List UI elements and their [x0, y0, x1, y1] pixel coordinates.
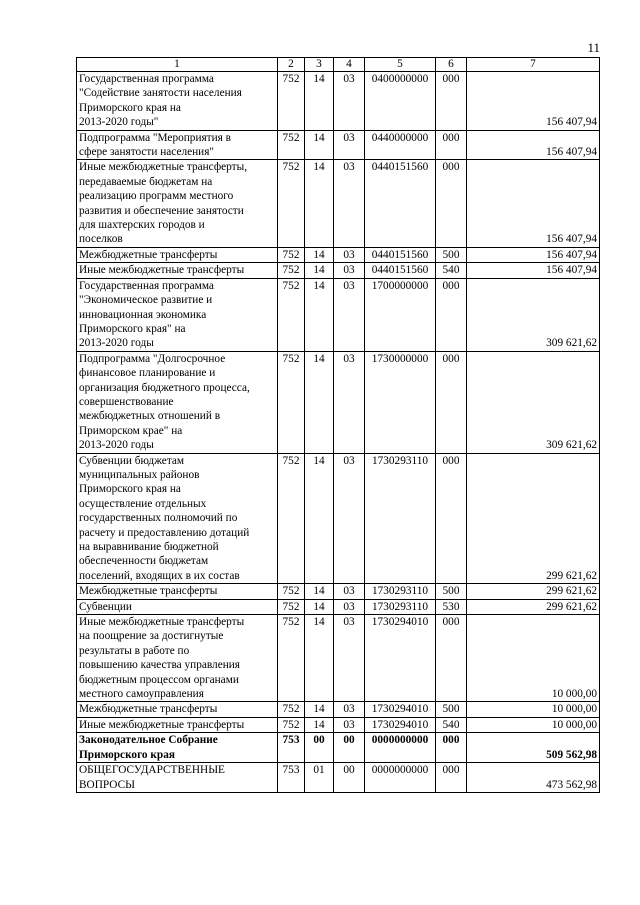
row-name [77, 702, 278, 717]
table-row [77, 130, 600, 160]
row-name-line: Межбюджетные трансферты [79, 248, 218, 261]
column-header: 2 [278, 58, 305, 72]
ministry-code: 752 [278, 453, 305, 584]
amount-cell: 156 407,94 [467, 263, 600, 278]
table-row [77, 733, 600, 763]
column-header: 5 [365, 58, 436, 72]
expense-type-code: 000 [436, 160, 467, 247]
section-code: 14 [305, 160, 334, 247]
amount-cell: 156 407,94 [467, 72, 600, 131]
subsection-code: 03 [334, 702, 365, 717]
expense-type-code: 500 [436, 702, 467, 717]
target-article-code: 0000000000 [365, 763, 436, 793]
subsection-code: 03 [334, 160, 365, 247]
target-article-code: 0440151560 [365, 263, 436, 278]
table-row [77, 453, 600, 584]
column-header: 6 [436, 58, 467, 72]
row-name-line: обеспеченности бюджетам [79, 555, 209, 568]
subsection-code: 00 [334, 763, 365, 793]
amount-cell: 309 621,62 [467, 351, 600, 453]
ministry-code: 753 [278, 763, 305, 793]
subsection-code: 03 [334, 72, 365, 131]
ministry-code: 752 [278, 278, 305, 351]
expense-type-code: 540 [436, 717, 467, 732]
amount-cell: 309 621,62 [467, 278, 600, 351]
section-code: 14 [305, 584, 334, 599]
row-name-line: 2013-2020 годы [79, 337, 154, 350]
amount-cell: 299 621,62 [467, 584, 600, 599]
ministry-code: 752 [278, 72, 305, 131]
row-name-line: развития и обеспечение занятости [79, 204, 244, 217]
row-name-line: для шахтерских городов и [79, 219, 205, 232]
row-name-line: повышению качества управления [79, 659, 240, 672]
amount-cell: 10 000,00 [467, 702, 600, 717]
expense-type-code: 000 [436, 351, 467, 453]
section-code: 14 [305, 263, 334, 278]
row-name-line: Иные межбюджетные трансферты, [79, 161, 248, 174]
target-article-code: 0440000000 [365, 130, 436, 160]
subsection-code: 03 [334, 584, 365, 599]
table-row [77, 247, 600, 262]
row-name-line: бюджетным процессом органами [79, 673, 239, 686]
subsection-code: 03 [334, 599, 365, 614]
row-name-line: инновационная экономика [79, 308, 207, 321]
subsection-code: 03 [334, 351, 365, 453]
table-row [77, 599, 600, 614]
target-article-code: 1730293110 [365, 599, 436, 614]
row-name-line: ОБЩЕГОСУДАРСТВЕННЫЕ [79, 764, 225, 777]
section-code: 14 [305, 453, 334, 584]
expense-type-code: 500 [436, 247, 467, 262]
row-name-line: межбюджетных отношений в [79, 410, 221, 423]
row-name [77, 717, 278, 732]
target-article-code: 1730294010 [365, 615, 436, 702]
row-name [77, 351, 278, 453]
row-name-line: Государственная программа [79, 279, 214, 292]
column-header: 7 [467, 58, 600, 72]
row-name-line: государственных полномочий по [79, 512, 238, 525]
row-name-line: поселков [79, 233, 123, 246]
row-name-line: 2013-2020 годы [79, 439, 154, 452]
row-name-line: Подпрограмма "Мероприятия в [79, 131, 232, 144]
amount-cell: 299 621,62 [467, 599, 600, 614]
table-row [77, 351, 600, 453]
row-name-line: Приморского края на [79, 101, 181, 114]
ministry-code: 752 [278, 599, 305, 614]
section-code: 14 [305, 702, 334, 717]
expense-type-code: 000 [436, 763, 467, 793]
target-article-code: 1700000000 [365, 278, 436, 351]
row-name [77, 615, 278, 702]
amount-cell: 299 621,62 [467, 453, 600, 584]
column-header: 3 [305, 58, 334, 72]
ministry-code: 752 [278, 263, 305, 278]
table-row [77, 763, 600, 793]
row-name-line: передаваемые бюджетам на [79, 175, 213, 188]
expense-type-code: 000 [436, 733, 467, 763]
amount-cell: 156 407,94 [467, 130, 600, 160]
section-code: 14 [305, 599, 334, 614]
row-name-line: Субвенции бюджетам [79, 454, 185, 467]
expense-type-code: 000 [436, 615, 467, 702]
row-name-line: Приморского края" на [79, 322, 186, 335]
table-body [77, 72, 600, 793]
subsection-code: 03 [334, 130, 365, 160]
amount-cell: 156 407,94 [467, 247, 600, 262]
budget-table [76, 57, 600, 793]
column-header: 4 [334, 58, 365, 72]
section-code: 14 [305, 351, 334, 453]
row-name [77, 247, 278, 262]
row-name [77, 763, 278, 793]
ministry-code: 752 [278, 702, 305, 717]
target-article-code: 0000000000 [365, 733, 436, 763]
section-code: 14 [305, 247, 334, 262]
expense-type-code: 500 [436, 584, 467, 599]
amount-cell: 509 562,98 [467, 733, 600, 763]
row-name-line: Иные межбюджетные трансферты [79, 264, 245, 277]
row-name-line: Межбюджетные трансферты [79, 585, 218, 598]
subsection-code: 03 [334, 247, 365, 262]
ministry-code: 752 [278, 160, 305, 247]
ministry-code: 752 [278, 351, 305, 453]
expense-type-code: 540 [436, 263, 467, 278]
subsection-code: 03 [334, 263, 365, 278]
target-article-code: 0440151560 [365, 247, 436, 262]
row-name-line: Субвенции [79, 600, 132, 613]
row-name-line: Приморского края на [79, 483, 181, 496]
section-code: 14 [305, 278, 334, 351]
expense-type-code: 000 [436, 72, 467, 131]
row-name [77, 733, 278, 763]
row-name-line: на выравнивание бюджетной [79, 541, 219, 553]
row-name-line: 2013-2020 годы" [79, 116, 159, 129]
section-code: 14 [305, 615, 334, 702]
target-article-code: 0440151560 [365, 160, 436, 247]
row-name-line: поселений, входящих в их состав [79, 569, 240, 582]
row-name-line: сфере занятости населения" [79, 146, 215, 159]
row-name-line: муниципальных районов [79, 468, 200, 481]
ministry-code: 752 [278, 130, 305, 160]
section-code: 14 [305, 72, 334, 131]
table-row [77, 584, 600, 599]
row-name-line: Иные межбюджетные трансферты [79, 616, 245, 629]
row-name-line: "Содействие занятости населения [79, 87, 242, 100]
amount-cell: 10 000,00 [467, 615, 600, 702]
amount-cell: 156 407,94 [467, 160, 600, 247]
expense-type-code: 000 [436, 453, 467, 584]
row-name-line: Подпрограмма "Долгосрочное [79, 352, 226, 365]
row-name-line: на поощрение за достигнутые [79, 630, 224, 643]
target-article-code: 0400000000 [365, 72, 436, 131]
row-name [77, 72, 278, 131]
row-name [77, 453, 278, 584]
subsection-code: 03 [334, 717, 365, 732]
ministry-code: 752 [278, 247, 305, 262]
row-name-line: расчету и предоставлению дотаций [79, 526, 250, 539]
expense-type-code: 000 [436, 278, 467, 351]
row-name-line: Законодательное Собрание [79, 734, 218, 747]
row-name-line: результаты в работе по [79, 644, 190, 657]
target-article-code: 1730293110 [365, 584, 436, 599]
ministry-code: 753 [278, 733, 305, 763]
row-name-line: местного самоуправления [79, 688, 204, 701]
row-name-line: финансовое планирование и [79, 367, 216, 380]
target-article-code: 1730294010 [365, 717, 436, 732]
row-name-line: Государственная программа [79, 73, 214, 85]
table-row [77, 72, 600, 131]
table-row [77, 278, 600, 351]
expense-type-code: 000 [436, 130, 467, 160]
table-row [77, 717, 600, 732]
subsection-code: 03 [334, 615, 365, 702]
expense-type-code: 530 [436, 599, 467, 614]
subsection-code: 00 [334, 733, 365, 763]
row-name-line: Приморского края [79, 748, 175, 761]
row-name-line: ВОПРОСЫ [79, 778, 135, 791]
row-name [77, 263, 278, 278]
column-header: 1 [77, 58, 278, 72]
table-row [77, 702, 600, 717]
amount-cell: 10 000,00 [467, 717, 600, 732]
row-name [77, 160, 278, 247]
target-article-code: 1730293110 [365, 453, 436, 584]
row-name [77, 584, 278, 599]
page-number: 11 [587, 40, 600, 55]
ministry-code: 752 [278, 615, 305, 702]
ministry-code: 752 [278, 717, 305, 732]
row-name-line: Приморском крае" на [79, 424, 183, 437]
row-name-line: "Экономическое развитие и [79, 294, 213, 307]
section-code: 14 [305, 717, 334, 732]
row-name-line: Межбюджетные трансферты [79, 703, 218, 716]
row-name [77, 278, 278, 351]
target-article-code: 1730000000 [365, 351, 436, 453]
target-article-code: 1730294010 [365, 702, 436, 717]
subsection-code: 03 [334, 453, 365, 584]
ministry-code: 752 [278, 584, 305, 599]
row-name [77, 130, 278, 160]
row-name-line: совершенствование [79, 395, 174, 408]
table-row [77, 160, 600, 247]
table-row [77, 615, 600, 702]
row-name [77, 599, 278, 614]
amount-cell: 473 562,98 [467, 763, 600, 793]
row-name-line: организация бюджетного процесса, [79, 381, 250, 394]
subsection-code: 03 [334, 278, 365, 351]
row-name-line: Иные межбюджетные трансферты [79, 718, 245, 731]
row-name-line: реализацию программ местного [79, 190, 234, 203]
section-code: 14 [305, 130, 334, 160]
header-row [77, 58, 600, 72]
row-name-line: осуществление отдельных [79, 497, 207, 510]
section-code: 01 [305, 763, 334, 793]
section-code: 00 [305, 733, 334, 763]
table-row [77, 263, 600, 278]
table-header [77, 58, 600, 72]
